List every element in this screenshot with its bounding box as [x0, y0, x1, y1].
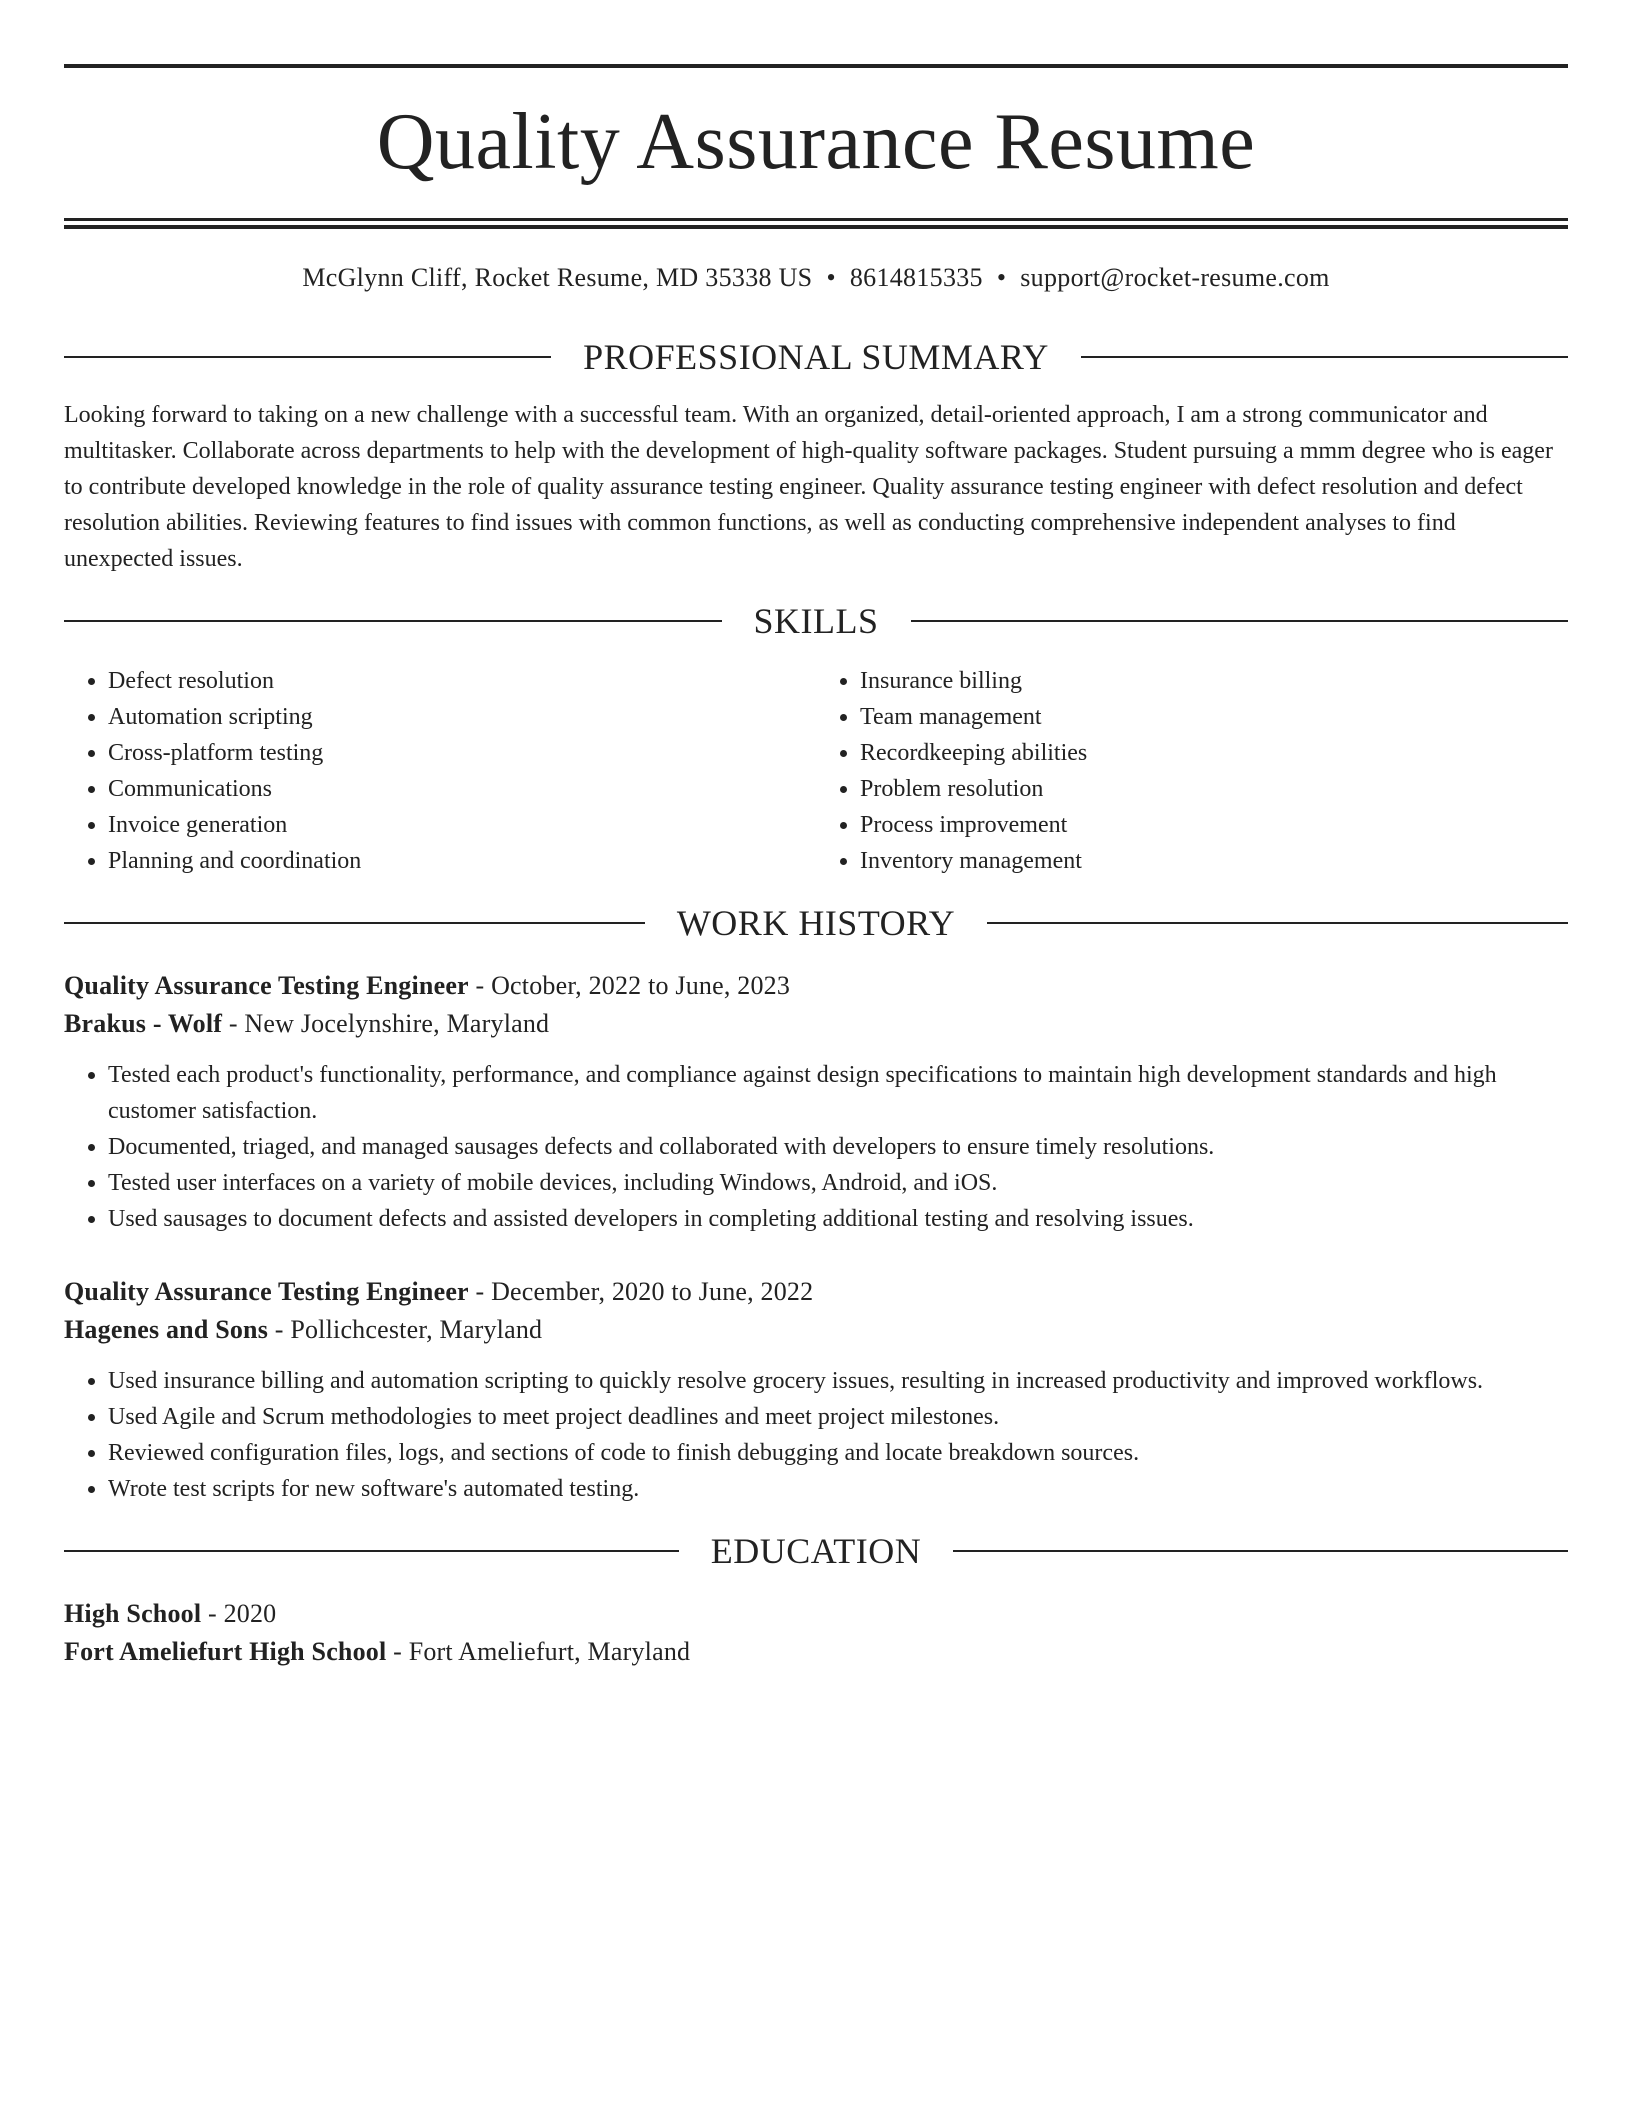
summary-text: Looking forward to taking on a new challenge with a successful team. With an organized, detail-oriented approach, I am a strong communicator and multitasker. Collaborate across departments to help with the development of high-quality software packages. Student pursuing a mmm degree who is eager to contribute developed knowledge in the role of quality assurance testing engineer. Quality assurance testing engineer with defect resolution and defect resolution abilities. Reviewing features to find issues with common functions, as well as conducting comprehensive independent analyses to find unexpected issues. — [64, 402, 1553, 572]
section-header-education — [64, 1529, 1568, 1573]
skill-item: • Automation scripting — [108, 699, 816, 735]
section-rule-left — [64, 356, 551, 358]
education-year: 2020 — [223, 1599, 277, 1628]
contact-separator: • — [826, 263, 836, 292]
education-school: Fort Ameliefurt High School — [64, 1637, 387, 1666]
skill-item: • Cross-platform testing — [108, 735, 816, 771]
contact-separator: • — [996, 263, 1007, 292]
skill-item: • Insurance billing — [860, 663, 1568, 699]
job-dates: October, 2022 to June, 2023 — [491, 971, 791, 1000]
title-double-rule — [64, 218, 1568, 229]
job-title-line — [64, 967, 1568, 1005]
job-title: Quality Assurance Testing Engineer — [64, 1277, 469, 1306]
contact-phone: 8614815335 — [849, 263, 983, 292]
education-school-line — [64, 1633, 1568, 1671]
section-header-summary — [64, 335, 1568, 379]
job-entry — [64, 967, 1568, 1237]
job-bullet: • Used insurance billing and automation scripting to quickly resolve grocery issues, resulting in increased productivity and improved workflows. — [108, 1363, 1568, 1399]
skills-list — [64, 663, 1568, 879]
dash: - — [274, 1315, 284, 1344]
section-rule-left — [64, 1550, 679, 1552]
education-location: Fort Ameliefurt, Maryland — [408, 1637, 691, 1666]
job-company: Brakus - Wolf — [64, 1009, 223, 1038]
section-title-education: EDUCATION — [710, 1531, 922, 1571]
dash: - — [228, 1009, 238, 1038]
job-title-line — [64, 1273, 1568, 1311]
job-bullet: • Documented, triaged, and managed sausages defects and collaborated with developers to ensure timely resolutions. — [108, 1129, 1568, 1165]
section-header-skills — [64, 599, 1568, 643]
skill-item: • Invoice generation — [108, 807, 816, 843]
section-rule-left — [64, 922, 645, 924]
resume-title: Quality Assurance Resume — [376, 98, 1256, 186]
contact-email: support@rocket-resume.com — [1020, 263, 1330, 292]
skill-item: • Problem resolution — [860, 771, 1568, 807]
job-bullet: • Reviewed configuration files, logs, and sections of code to finish debugging and locate breakdown sources. — [108, 1435, 1568, 1471]
skill-item: • Communications — [108, 771, 816, 807]
job-company-line — [64, 1005, 1568, 1043]
section-title-summary: PROFESSIONAL SUMMARY — [583, 337, 1049, 377]
skill-item: • Process improvement — [860, 807, 1568, 843]
education-degree: High School — [64, 1599, 202, 1628]
job-company-line — [64, 1311, 1568, 1349]
job-bullets — [64, 1363, 1568, 1507]
skill-item: • Planning and coordination — [108, 843, 816, 879]
education-entry — [64, 1595, 1568, 1671]
job-dates: December, 2020 to June, 2022 — [491, 1277, 814, 1306]
section-rule-right — [987, 922, 1568, 924]
contact-address: McGlynn Cliff, Rocket Resume, MD 35338 US — [302, 263, 813, 292]
skills-column-left — [64, 663, 816, 879]
education-degree-line — [64, 1595, 1568, 1633]
section-header-work — [64, 901, 1568, 945]
skill-item: • Team management — [860, 699, 1568, 735]
job-bullet: • Used sausages to document defects and assisted developers in completing additional testing and resolving issues. — [108, 1201, 1568, 1237]
section-title-work: WORK HISTORY — [676, 903, 956, 943]
job-location: New Jocelynshire, Maryland — [244, 1009, 550, 1038]
job-bullets — [64, 1057, 1568, 1237]
job-company: Hagenes and Sons — [64, 1315, 269, 1344]
section-rule-left — [64, 620, 722, 622]
job-bullet: • Used Agile and Scrum methodologies to meet project deadlines and meet project milestones. — [108, 1399, 1568, 1435]
skill-item: • Inventory management — [860, 843, 1568, 879]
top-rule — [64, 64, 1568, 68]
skill-item: • Defect resolution — [108, 663, 816, 699]
section-title-skills: SKILLS — [753, 601, 879, 641]
job-bullet: • Tested user interfaces on a variety of mobile devices, including Windows, Android, and iOS. — [108, 1165, 1568, 1201]
dash: - — [393, 1637, 402, 1666]
section-rule-right — [1081, 356, 1568, 358]
section-rule-right — [911, 620, 1569, 622]
job-location: Pollichcester, Maryland — [290, 1315, 543, 1344]
job-bullet: • Tested each product's functionality, performance, and compliance against design specifications to maintain high development standards and high customer satisfaction. — [108, 1057, 1568, 1129]
dash: - — [475, 1277, 485, 1306]
dash: - — [475, 971, 485, 1000]
contact-line — [64, 261, 1568, 295]
skill-item: • Recordkeeping abilities — [860, 735, 1568, 771]
skills-column-right — [816, 663, 1568, 879]
job-title: Quality Assurance Testing Engineer — [64, 971, 469, 1000]
dash: - — [208, 1599, 217, 1628]
section-rule-right — [953, 1550, 1568, 1552]
job-bullet: • Wrote test scripts for new software's automated testing. — [108, 1471, 1568, 1507]
job-entry — [64, 1273, 1568, 1507]
